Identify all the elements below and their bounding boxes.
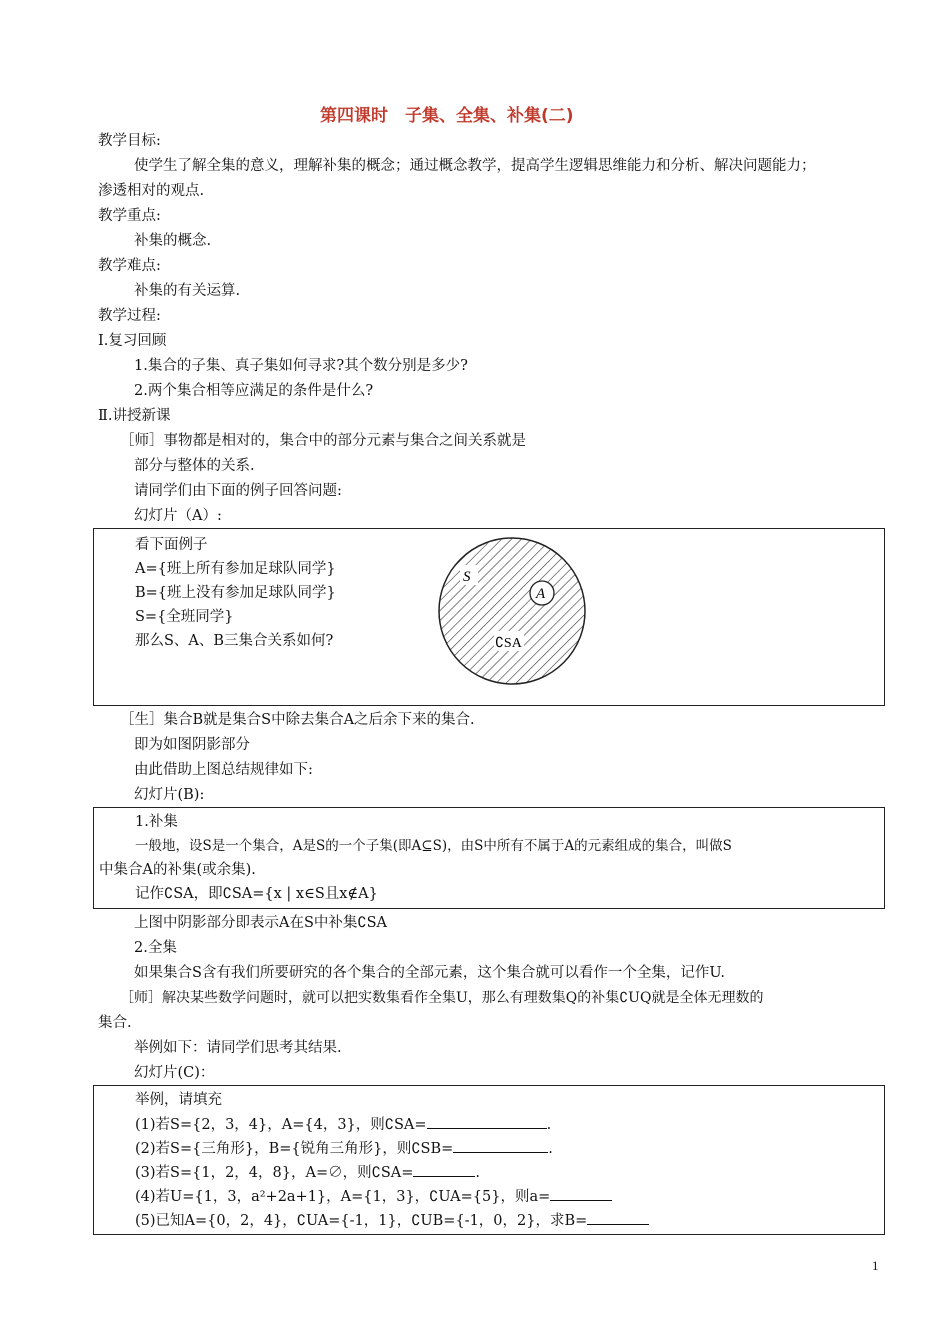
answer-blank-1 <box>427 1114 547 1129</box>
teacher-line-3: 请同学们由下面的例子回答问题: <box>134 483 342 499</box>
box-b-line-4: 记作∁SA，即∁SA={x | x∈S且x∉A} <box>135 886 378 902</box>
slide-b-box <box>93 807 885 909</box>
box-c-line-0: 举例，请填充 <box>135 1092 222 1108</box>
slide-a-box <box>93 528 885 706</box>
section-review: Ⅰ.复习回顾 <box>98 333 167 349</box>
section-new-lesson: Ⅱ.讲授新课 <box>98 408 171 424</box>
answer-blank-4 <box>550 1186 612 1201</box>
review-question-1: 1.集合的子集、真子集如何寻求?其个数分别是多少? <box>134 358 468 374</box>
teacher-line-1: ［师］事物都是相对的，集合中的部分元素与集合之间关系就是 <box>120 433 526 449</box>
box-b-line-3: 中集合A的补集(或余集). <box>99 862 256 878</box>
page-title: 第四课时 子集、全集、补集(二) <box>320 106 574 126</box>
page-number: 1 <box>872 1258 879 1273</box>
complement-label: ∁SA <box>495 636 522 651</box>
box-a-line-2: A={班上所有参加足球队同学} <box>135 561 336 577</box>
after-line-4: ［师］解决某些数学问题时，就可以把实数集看作全集U，那么有理数集Q的补集∁UQ就是全体无理数的 <box>120 990 764 1006</box>
set-s-label: S <box>463 569 471 585</box>
box-a-line-1: 看下面例子 <box>135 537 208 553</box>
box-c-item-3-text: (3)若S={1，2，4，8}，A=∅，则∁SA= <box>135 1165 414 1181</box>
after-line-3: 如果集合S含有我们所要研究的各个集合的全部元素，这个集合就可以看作一个全集，记作U. <box>134 965 725 981</box>
box-c-item-4 <box>135 1186 612 1207</box>
key-text: 补集的概念. <box>134 233 212 249</box>
goal-heading: 教学目标: <box>98 133 161 149</box>
process-heading: 教学过程: <box>98 308 161 324</box>
box-c-item-1-text: (1)若S={2，3，4}，A={4，3}，则∁SA= <box>135 1117 427 1133</box>
box-b-line-2: 一般地，设S是一个集合，A是S的一个子集(即A⊆S)，由S中所有不属于A的元素组成的集合，叫做S <box>135 838 732 854</box>
answer-blank-2 <box>453 1138 548 1153</box>
student-line-2: 即为如图阴影部分 <box>134 737 250 753</box>
student-line-3: 由此借助上图总结规律如下: <box>134 762 313 778</box>
after-line-2: 2.全集 <box>134 940 177 956</box>
student-line-1: ［生］集合B就是集合S中除去集合A之后余下来的集合. <box>120 712 475 728</box>
slide-a-label: 幻灯片（A）: <box>134 508 222 524</box>
box-a-line-4: S={全班同学} <box>135 609 234 625</box>
box-c-item-2-text: (2)若S={三角形}，B={锐角三角形}，则∁SB= <box>135 1141 454 1157</box>
after-line-1: 上图中阴影部分即表示A在S中补集∁SA <box>134 915 388 931</box>
goal-text-1: 使学生了解全集的意义，理解补集的概念；通过概念教学，提高学生逻辑思维能力和分析、解决问题能力； <box>134 158 816 174</box>
box-c-item-3: (3)若S={1，2，4，8}，A=∅，则∁SA= . <box>135 1162 480 1183</box>
box-a-line-5: 那么S、A、B三集合关系如何? <box>135 633 334 649</box>
goal-text-2: 渗透相对的观点. <box>98 183 205 199</box>
set-a-label: A <box>536 586 546 602</box>
review-question-2: 2.两个集合相等应满足的条件是什么? <box>134 383 374 399</box>
box-c-item-1: (1)若S={2，3，4}，A={4，3}，则∁SA= . <box>135 1114 551 1135</box>
box-c-item-2: (2)若S={三角形}，B={锐角三角形}，则∁SB= . <box>135 1138 553 1159</box>
box-c-item-5-text: (5)已知A={0，2，4}，∁UA={-1，1}，∁UB={-1，0，2}，求B= <box>135 1213 588 1229</box>
after-line-5: 集合. <box>98 1015 132 1031</box>
box-c-item-5 <box>135 1210 649 1231</box>
difficulty-text: 补集的有关运算. <box>134 283 241 299</box>
teacher-line-2: 部分与整体的关系. <box>134 458 255 474</box>
answer-blank-3 <box>413 1162 475 1177</box>
slide-c-label: 幻灯片(C)： <box>134 1065 215 1081</box>
key-heading: 教学重点: <box>98 208 161 224</box>
venn-diagram <box>436 535 588 689</box>
slide-b-label: 幻灯片(B): <box>134 787 205 803</box>
box-a-line-3: B={班上没有参加足球队同学} <box>135 585 336 601</box>
box-c-item-4-text: (4)若U={1，3，a²+2a+1}，A={1，3}，∁UA={5}，则a= <box>135 1189 551 1205</box>
difficulty-heading: 教学难点: <box>98 258 161 274</box>
after-line-6: 举例如下：请同学们思考其结果. <box>134 1040 342 1056</box>
universal-set-circle <box>439 538 585 684</box>
answer-blank-5 <box>587 1210 649 1225</box>
box-b-line-1: 1.补集 <box>135 814 178 830</box>
slide-c-box <box>93 1085 885 1235</box>
